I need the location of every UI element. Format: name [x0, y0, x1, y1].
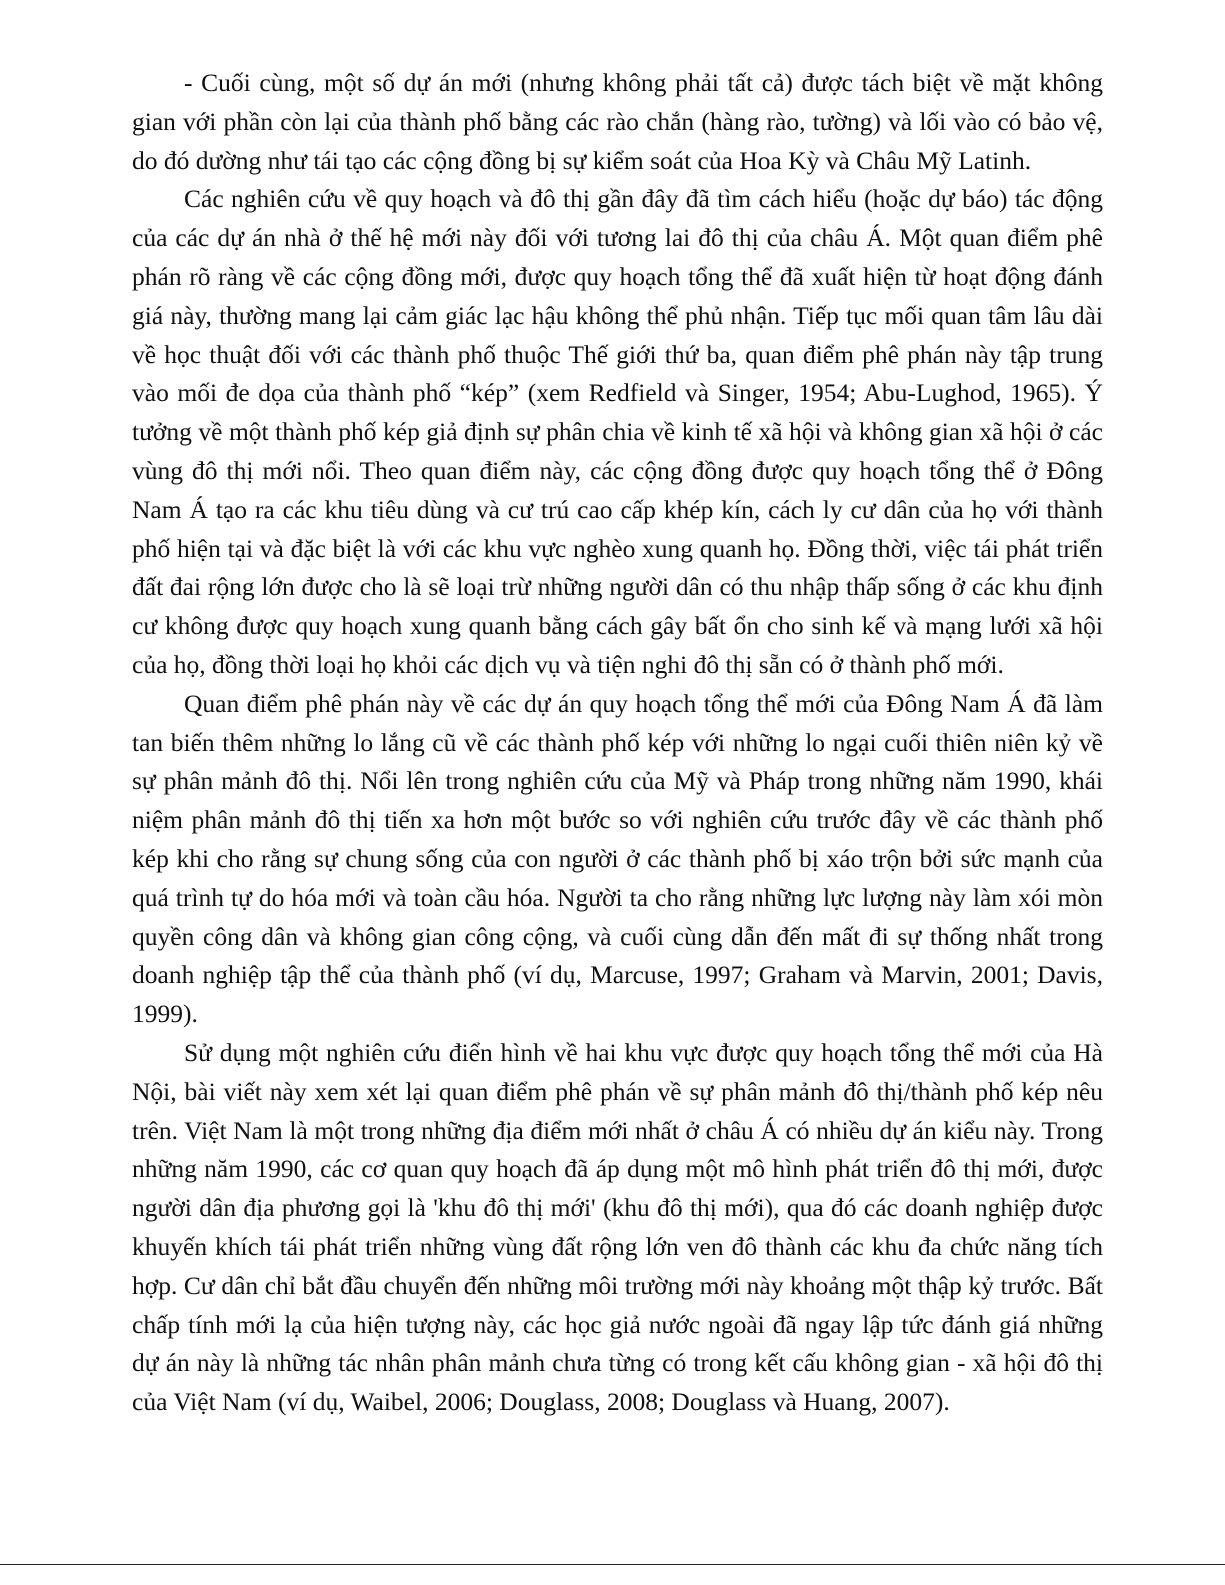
- paragraph-1: - Cuối cùng, một số dự án mới (nhưng không phải tất cả) được tách biệt về mặt không gian với phần còn lại của thành phố bằng các rào chắn (hàng rào, tường) và lối vào có bảo vệ, do đó dường như tái tạo các cộng đồng bị sự kiểm soát của Hoa Kỳ và Châu Mỹ Latinh.: [132, 68, 1103, 175]
- document-page: [132, 64, 1103, 1422]
- paragraph-2: Các nghiên cứu về quy hoạch và đô thị gần đây đã tìm cách hiểu (hoặc dự báo) tác động của các dự án nhà ở thế hệ mới này đối với tương lai đô thị của châu Á. Một quan điểm phê phán rõ ràng về các cộng đồng mới, được quy hoạch tổng thể đã xuất hiện từ hoạt động đánh giá này, thường mang lại cảm giác lạc hậu không thể phủ nhận. Tiếp tục mối quan tâm lâu dài về học thuật đối với các thành phố thuộc Thế giới thứ ba, quan điểm phê phán này tập trung vào mối đe dọa của thành phố “kép” (xem Redfield và Singer, 1954; Abu-Lughod, 1965). Ý tưởng về một thành phố kép giả định sự phân chia về kinh tế xã hội và không gian xã hội ở các vùng đô thị mới nổi. Theo quan điểm này, các cộng đồng được quy hoạch tổng thể ở Đông Nam Á tạo ra các khu tiêu dùng và cư trú cao cấp khép kín, cách ly cư dân của họ với thành phố hiện tại và đặc biệt là với các khu vực nghèo xung quanh họ. Đồng thời, việc tái phát triển đất đai rộng lớn được cho là sẽ loại trừ những người dân có thu nhập thấp sống ở các khu định cư không được quy hoạch xung quanh bằng cách gây bất ổn cho sinh kế và mạng lưới xã hội của họ, đồng thời loại họ khỏi các dịch vụ và tiện nghi đô thị sẵn có ở thành phố mới.: [132, 184, 1103, 679]
- paragraph-3: Quan điểm phê phán này về các dự án quy hoạch tổng thể mới của Đông Nam Á đã làm tan biến thêm những lo lắng cũ về các thành phố kép với những lo ngại cuối thiên niên kỷ về sự phân mảnh đô thị. Nổi lên trong nghiên cứu của Mỹ và Pháp trong những năm 1990, khái niệm phân mảnh đô thị tiến xa hơn một bước so với nghiên cứu trước đây về các thành phố kép khi cho rằng sự chung sống của con người ở các thành phố bị xáo trộn bởi sức mạnh của quá trình tự do hóa mới và toàn cầu hóa. Người ta cho rằng những lực lượng này làm xói mòn quyền công dân và không gian công cộng, và cuối cùng dẫn đến mất đi sự thống nhất trong doanh nghiệp tập thể của thành phố (ví dụ, Marcuse, 1997; Graham và Marvin, 2001; Davis, 1999).: [132, 688, 1103, 1029]
- paragraph-4: Sử dụng một nghiên cứu điển hình về hai khu vực được quy hoạch tổng thể mới của Hà Nội, bài viết này xem xét lại quan điểm phê phán về sự phân mảnh đô thị/thành phố kép nêu trên. Việt Nam là một trong những địa điểm mới nhất ở châu Á có nhiều dự án kiểu này. Trong những năm 1990, các cơ quan quy hoạch đã áp dụng một mô hình phát triển đô thị mới, được người dân địa phương gọi là 'khu đô thị mới' (khu đô thị mới), qua đó các doanh nghiệp được khuyến khích tái phát triển những vùng đất rộng lớn ven đô thành các khu đa chức năng tích hợp. Cư dân chỉ bắt đầu chuyển đến những môi trường mới này khoảng một thập kỷ trước. Bất chấp tính mới lạ của hiện tượng này, các học giả nước ngoài đã ngay lập tức đánh giá những dự án này là những tác nhân phân mảnh chưa từng có trong kết cấu không gian - xã hội đô thị của Việt Nam (ví dụ, Waibel, 2006; Douglass, 2008; Douglass và Huang, 2007).: [132, 1037, 1103, 1417]
- footer-divider: [0, 1564, 1225, 1565]
